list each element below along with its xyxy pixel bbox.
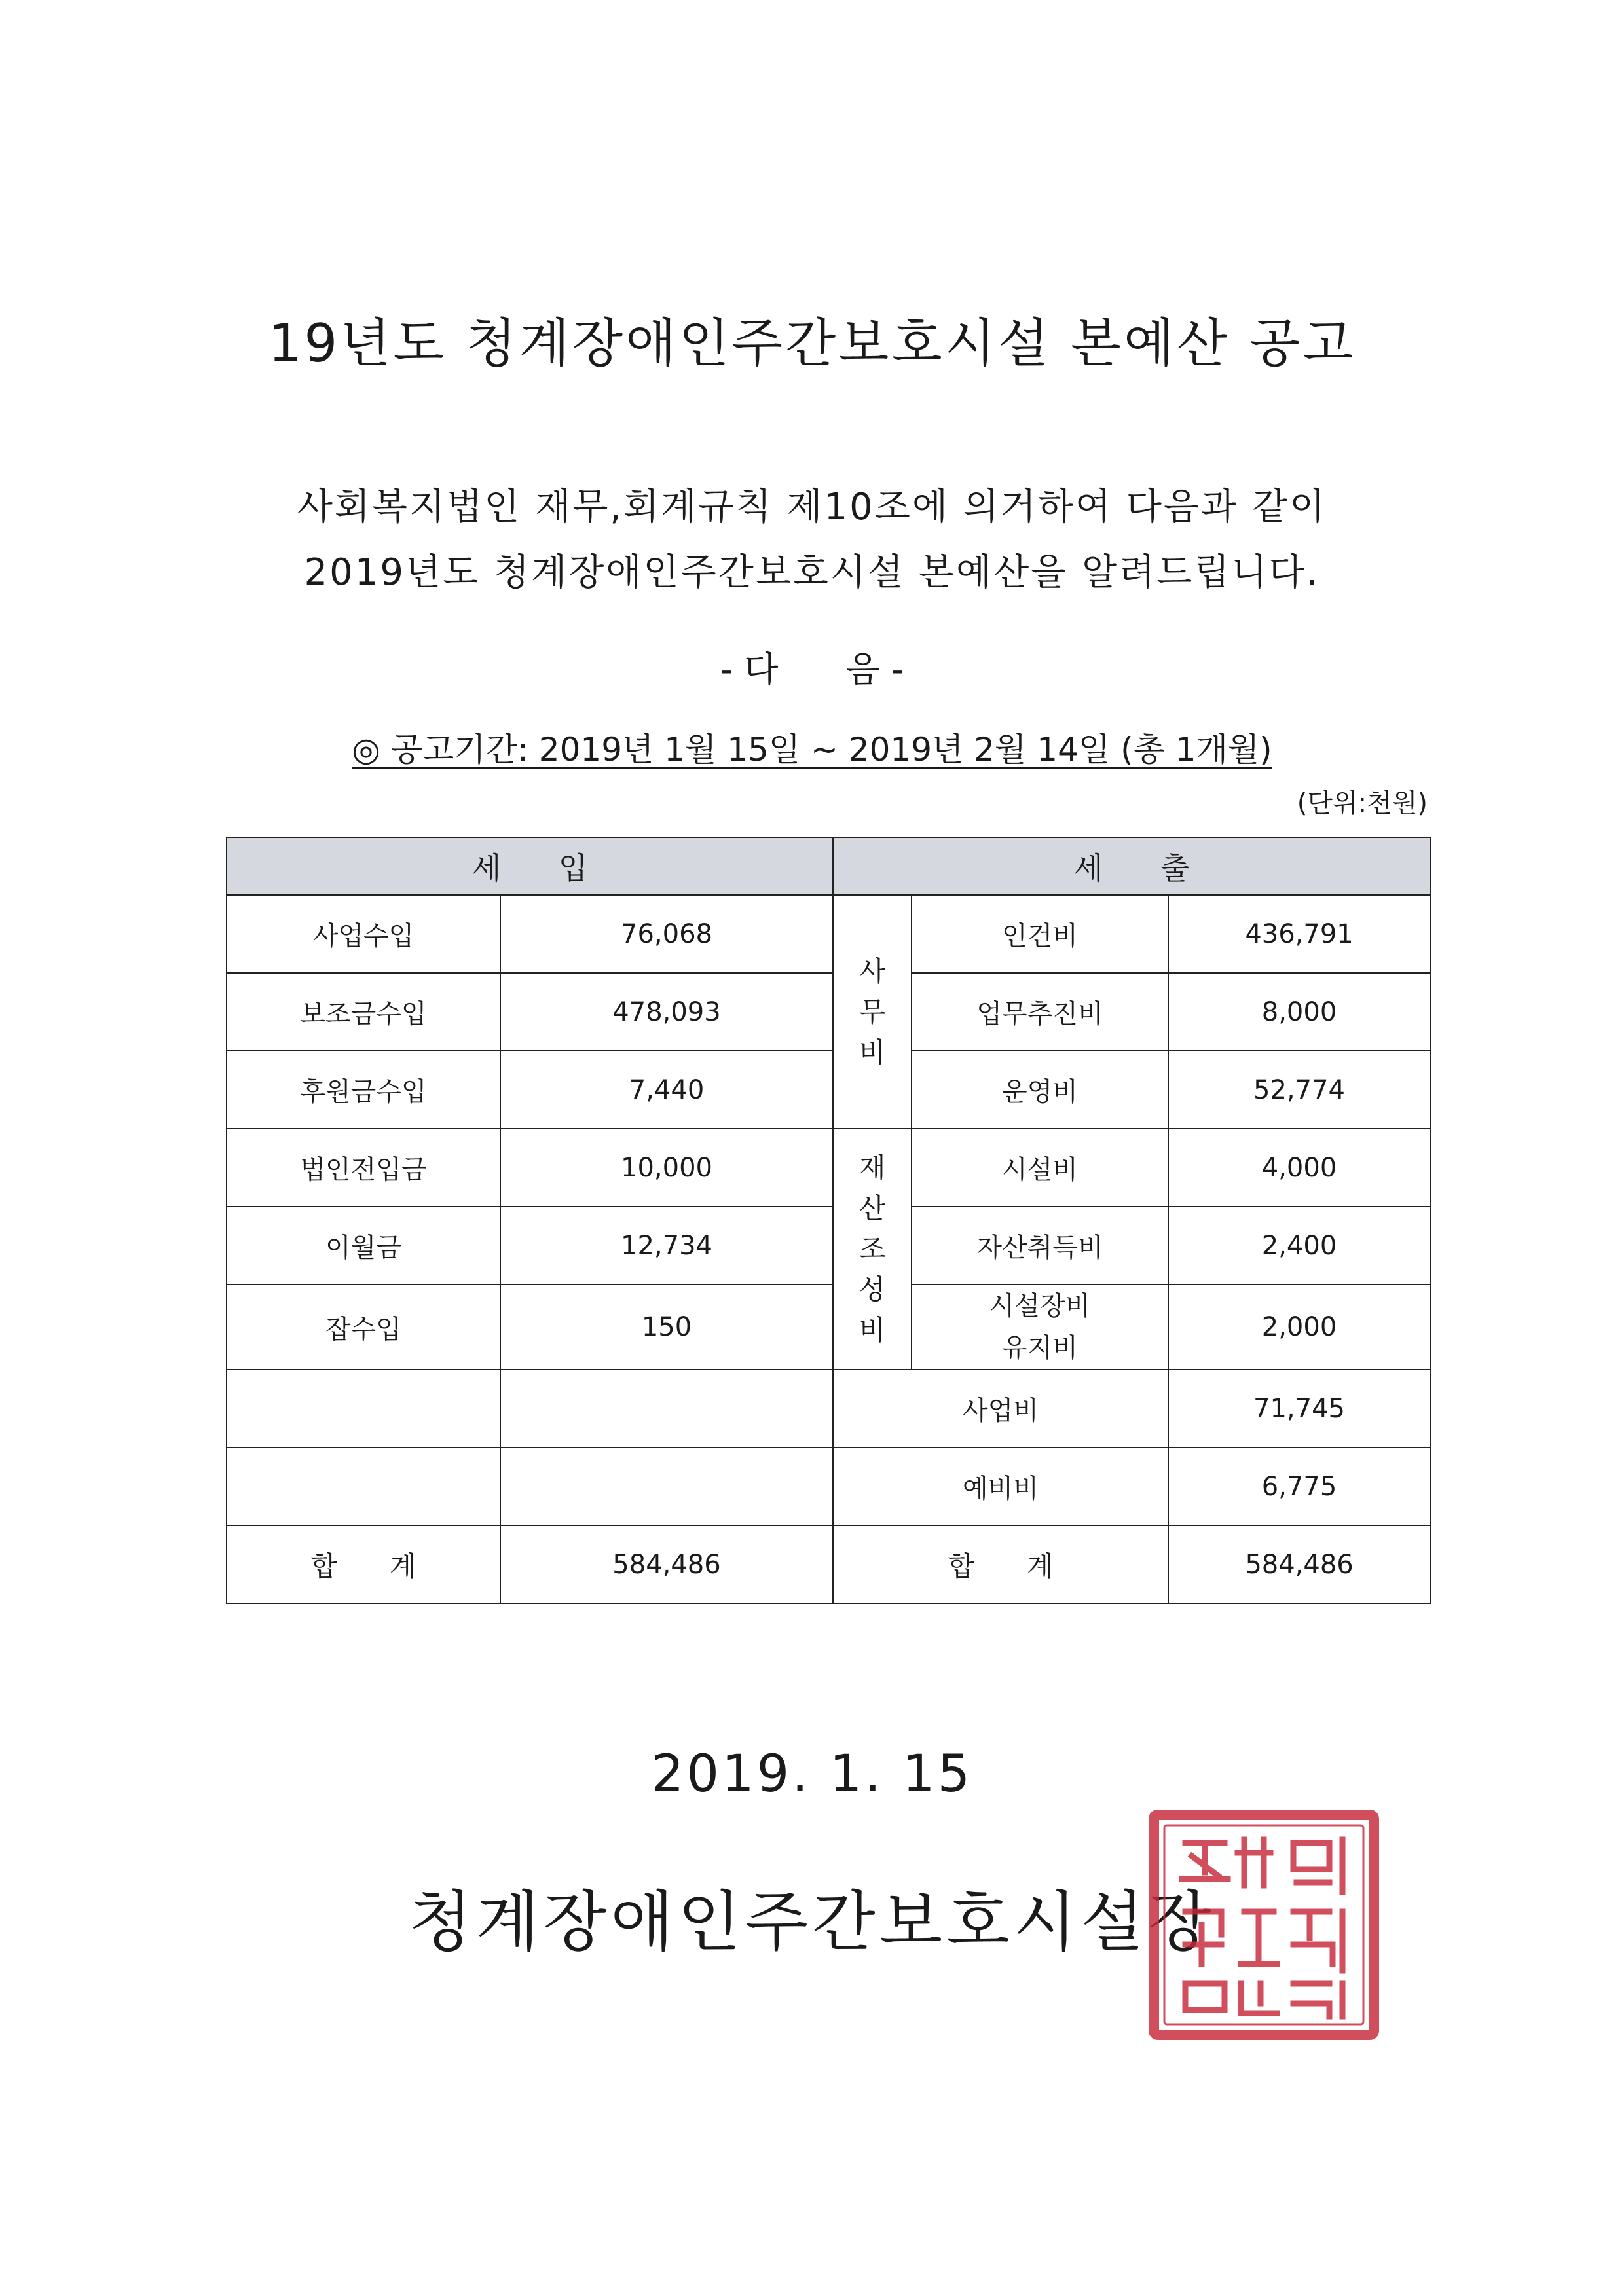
section-marker: - 다 음 - — [720, 649, 904, 690]
income-value: 76,068 — [500, 895, 833, 973]
expense-value: 71,745 — [1168, 1370, 1430, 1448]
document-title: 19년도 청계장애인주간보호시설 본예산 공고 — [268, 313, 1356, 374]
expense-total-label: 합 계 — [833, 1525, 1168, 1603]
income-label: 이월금 — [227, 1207, 500, 1285]
table-row — [227, 1448, 1430, 1525]
income-value: 150 — [500, 1285, 833, 1370]
expense-label: 예비비 — [833, 1448, 1168, 1525]
expense-value: 52,774 — [1168, 1051, 1430, 1129]
organization-name: 청계장애인주간보호시설장 — [409, 1884, 1215, 1960]
expense-value: 2,400 — [1168, 1207, 1430, 1285]
intro-line-1: 사회복지법인 재무,회계규칙 제10조에 의거하여 다음과 같이 — [297, 486, 1327, 528]
income-label: 후원금수입 — [227, 1051, 500, 1129]
income-value: 7,440 — [500, 1051, 833, 1129]
expense-label: 운영비 — [912, 1051, 1168, 1129]
income-value: 478,093 — [500, 973, 833, 1051]
income-label-empty — [227, 1448, 500, 1525]
table-row — [227, 895, 1430, 973]
table-row — [227, 1207, 1430, 1285]
income-label: 사업수입 — [227, 895, 500, 973]
expense-value: 436,791 — [1168, 895, 1430, 973]
table-header-row — [227, 837, 1430, 895]
expense-group-property: 재 산 조 성 비 — [833, 1129, 912, 1370]
income-total-value: 584,486 — [500, 1525, 833, 1603]
income-label-empty — [227, 1370, 500, 1448]
table-row — [227, 1051, 1430, 1129]
expense-label: 인건비 — [912, 895, 1168, 973]
notice-date: 2019. 1. 15 — [651, 1745, 973, 1804]
expense-label: 사업비 — [833, 1370, 1168, 1448]
expense-value: 4,000 — [1168, 1129, 1430, 1207]
expense-value: 2,000 — [1168, 1285, 1430, 1370]
income-value-empty — [500, 1370, 833, 1448]
budget-table — [226, 837, 1431, 1604]
expense-label: 시설장비 유지비 — [912, 1285, 1168, 1370]
expense-label: 자산취득비 — [912, 1207, 1168, 1285]
expense-value: 6,775 — [1168, 1448, 1430, 1525]
income-total-label: 합 계 — [227, 1525, 500, 1603]
total-row — [227, 1525, 1430, 1603]
income-value: 10,000 — [500, 1129, 833, 1207]
income-value-empty — [500, 1448, 833, 1525]
unit-label: (단위:천원) — [1297, 788, 1428, 818]
table-row — [227, 973, 1430, 1051]
notice-period-text: ◎ 공고기간: 2019년 1월 15일 ~ 2019년 2월 14일 (총 1개월) — [352, 731, 1272, 769]
expense-value: 8,000 — [1168, 973, 1430, 1051]
income-value: 12,734 — [500, 1207, 833, 1285]
notice-period — [0, 723, 1624, 771]
expense-header: 세 출 — [833, 837, 1430, 895]
official-seal-icon — [1146, 1807, 1382, 2043]
expense-label: 시설비 — [912, 1129, 1168, 1207]
expense-total-value: 584,486 — [1168, 1525, 1430, 1603]
income-label: 법인전입금 — [227, 1129, 500, 1207]
income-label: 보조금수입 — [227, 973, 500, 1051]
table-row — [227, 1370, 1430, 1448]
income-label: 잡수입 — [227, 1285, 500, 1370]
intro-line-2: 2019년도 청계장애인주간보호시설 본예산을 알려드립니다. — [304, 551, 1320, 594]
expense-group-office: 사 무 비 — [833, 895, 912, 1129]
expense-label: 업무추진비 — [912, 973, 1168, 1051]
table-row — [227, 1129, 1430, 1207]
intro-paragraph — [0, 475, 1624, 606]
income-header: 세 입 — [227, 837, 833, 895]
table-row — [227, 1285, 1430, 1370]
